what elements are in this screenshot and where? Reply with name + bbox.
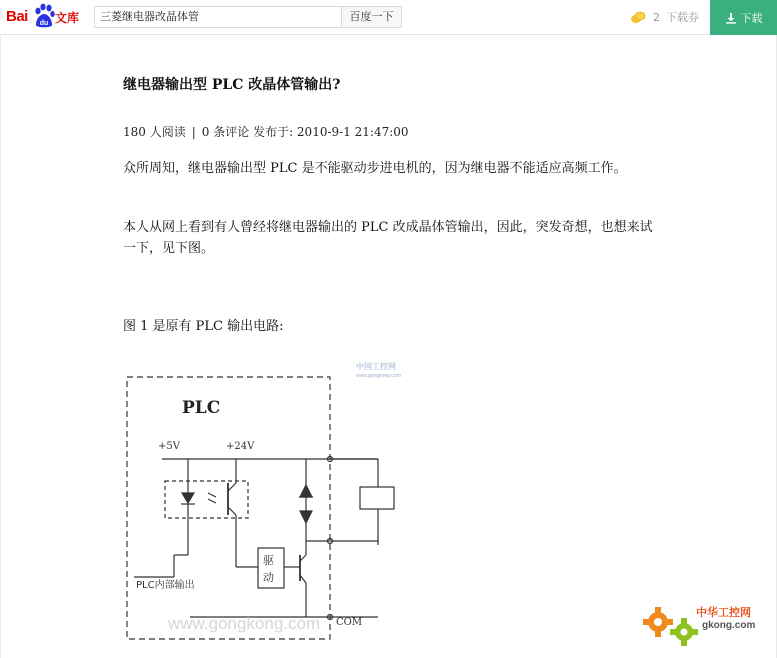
download-coupon-info [630,8,699,26]
download-button[interactable] [710,0,777,35]
watermark-top: 中国工控网 [356,362,396,371]
meta-separator: | [191,125,196,139]
baidu-wenku-logo[interactable] [6,2,86,30]
corner-logo-name: 中华工控网 [696,606,751,619]
gkong-corner-logo [640,600,770,650]
diagram-24v-label: +24V [226,441,255,452]
download-icon [725,12,737,24]
watermark-top-sub: www.gongkong.com [356,373,401,379]
logo-text-bai: Bai [6,8,28,25]
logo-text-wenku: 文库 [55,11,80,25]
search-input[interactable]: 三菱继电器改晶体管 [94,6,342,28]
read-count: 180 人阅读 [123,125,186,139]
svg-text:du: du [39,20,49,27]
diagram-drive-top: 驱 [263,554,274,567]
corner-logo-url: gkong.com [702,620,756,631]
diagram-com-label: COM [336,617,363,628]
diagram-5v-label: +5V [158,441,180,452]
search-button[interactable]: 百度一下 [341,6,402,28]
diagram-drive-bottom: 动 [263,571,274,584]
coupon-label: 下载券 [666,11,699,24]
baidu-paw-icon [33,3,55,29]
diagram-plc-label: PLC [182,398,221,418]
plc-output-circuit-diagram [120,355,420,645]
comment-count[interactable]: 0 条评论 [201,125,250,139]
watermark-bottom: www.gongkong.com [168,614,321,633]
article-meta [123,123,409,140]
download-label: 下载 [740,11,763,25]
paragraph-1: 众所周知，继电器输出型 PLC 是不能驱动步进电机的，因为继电器不能适应高频工作。 [123,161,627,176]
paragraph-2: 本人从网上看到有人曾经将继电器输出的 PLC 改成晶体管输出，因此，突发奇想，也想来试一下，见下图。 [123,220,653,256]
figure-caption: 图 1 是原有 PLC 输出电路: [123,319,284,334]
publish-date: 发布于: 2010-9-1 21:47:00 [253,125,409,139]
coupon-coin-icon [630,10,646,24]
diagram-plc-output-label: PLC内部输出 [136,580,195,591]
gear-icon [640,602,700,648]
document-title: 继电器输出型 PLC 改晶体管输出? [123,77,341,93]
coupon-count: 2 [653,10,660,24]
top-bar [0,0,777,35]
